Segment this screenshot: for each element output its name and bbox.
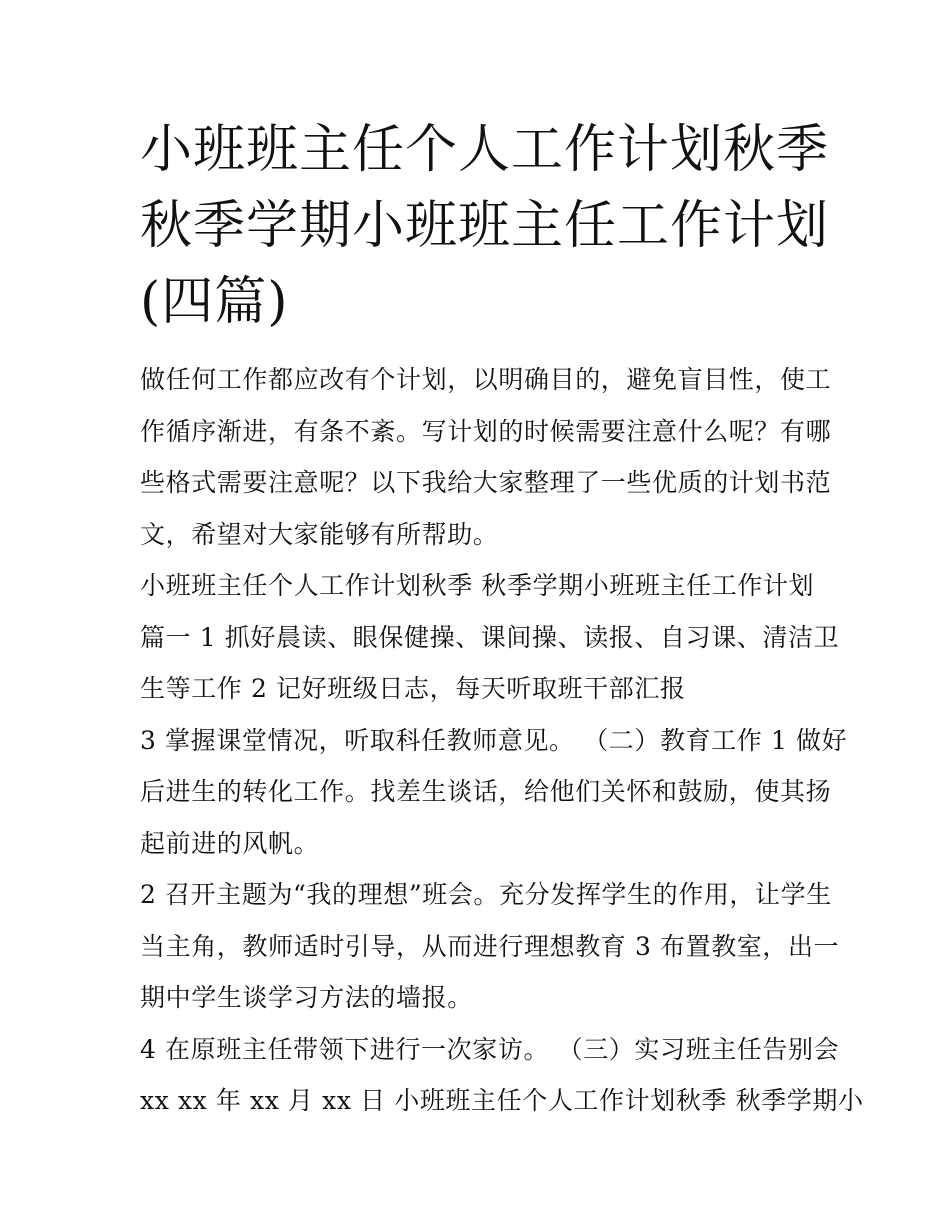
text-line: 3 掌握课堂情况，听取科任教师意见。 （二）教育工作 1 做好 [140,725,848,755]
paragraph-class-meeting [140,869,840,1024]
title-line: 小班班主任个人工作计划秋季 [140,120,830,180]
text-line: 作循序渐进，有条不紊。写计划的时候需要注意什么呢？有哪 [140,416,832,446]
text-line: 期中学生谈学习方法的墙报。 [140,983,473,1012]
text-line: 后进生的转化工作。找差生谈话，给他们关怀和鼓励，使其扬 [140,777,832,806]
paragraph-home-visit [140,1024,864,1127]
paragraph-plan-part-one [140,560,840,715]
text-line: 4 在原班主任带领下进行一次家访。 （三）实习班主任告别会 [140,1034,840,1064]
text-line: 起前进的风帆。 [140,828,320,858]
document-title [140,112,830,340]
text-line: 生等工作 2 记好班级日志，每天听取班干部汇报 [140,674,686,703]
text-line: 当主角，教师适时引导，从而进行理想教育 3 布置教室，出一 [140,931,840,961]
text-line: 篇一 1 抓好晨读、眼保健操、课间操、读报、自习课、清洁卫 [140,622,840,652]
text-line: 2 召开主题为“我的理想”班会。充分发挥学生的作用，让学生 [140,880,832,909]
text-line: xx xx 年 xx 月 xx 日 小班班主任个人工作计划秋季 秋季学期小 [140,1086,864,1115]
text-line: 小班班主任个人工作计划秋季 秋季学期小班班主任工作计划 [140,571,815,600]
document-body [140,354,864,1127]
title-line: (四篇) [140,272,289,332]
paragraph-intro [140,354,832,560]
title-line: 秋季学期小班班主任工作计划 [140,196,830,256]
paragraph-education-work [140,715,848,870]
text-line: 做任何工作都应改有个计划，以明确目的，避免盲目性，使工 [140,365,832,394]
text-line: 些格式需要注意呢？以下我给大家整理了一些优质的计划书范 [140,468,832,497]
text-line: 文，希望对大家能够有所帮助。 [140,519,499,549]
